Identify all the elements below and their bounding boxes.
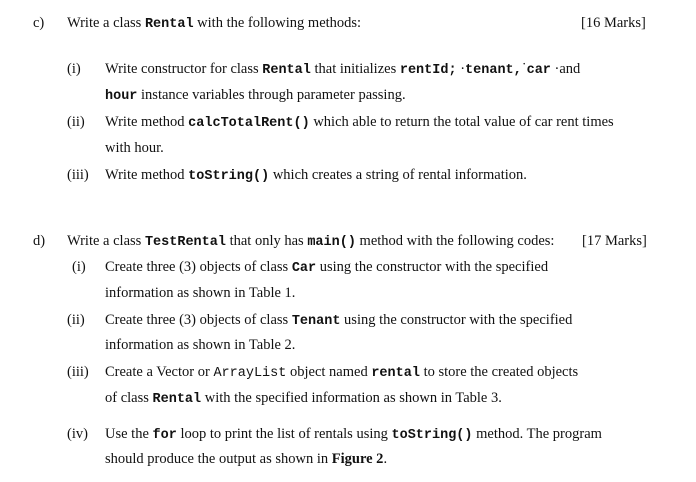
item-number: (i) — [72, 259, 86, 275]
item-number: (iii) — [67, 167, 89, 183]
item-d-iv-line2: should produce the output as shown in Figure 2. — [105, 451, 388, 467]
item-c-i-line2: hour instance variables through parameter passing. — [105, 87, 406, 104]
item-c-i-line1: Write constructor for class Rental that initializes rentId; ·tenant,˙car ·and — [105, 61, 581, 78]
item-c-iii-line1: Write method toString() which creates a string of rental information. — [105, 167, 527, 184]
item-c-ii-line2: with hour. — [105, 140, 164, 156]
item-d-i-line2: information as shown in Table 1. — [105, 285, 296, 301]
section-c-intro: Write a class Rental with the following methods: — [67, 15, 362, 32]
item-d-ii-line1: Create three (3) objects of class Tenant using the constructor with the specified — [105, 312, 573, 329]
section-d-intro: Write a class TestRental that only has main() method with the following codes: — [67, 233, 555, 250]
item-number: (ii) — [67, 114, 85, 130]
section-d-label: d) — [33, 233, 46, 249]
item-d-iii-line2: of class Rental with the specified information as shown in Table 3. — [105, 390, 502, 407]
item-c-ii-line1: Write method calcTotalRent() which able to return the total value of car rent times — [105, 114, 614, 131]
item-d-i-line1: Create three (3) objects of class Car using the constructor with the specified — [105, 259, 549, 276]
item-number: (iii) — [67, 364, 89, 380]
item-d-iii-line1: Create a Vector or ArrayList object named rental to store the created objects — [105, 364, 579, 381]
item-d-ii-line2: information as shown in Table 2. — [105, 337, 296, 353]
item-number: (iv) — [67, 426, 88, 442]
item-number: (i) — [67, 61, 81, 77]
section-c-label: c) — [33, 15, 45, 31]
section-d-marks: [17 Marks] — [582, 233, 647, 249]
section-c-marks: [16 Marks] — [581, 15, 646, 31]
item-number: (ii) — [67, 312, 85, 328]
item-d-iv-line1: Use the for loop to print the list of rentals using toString() method. The program — [105, 426, 602, 443]
